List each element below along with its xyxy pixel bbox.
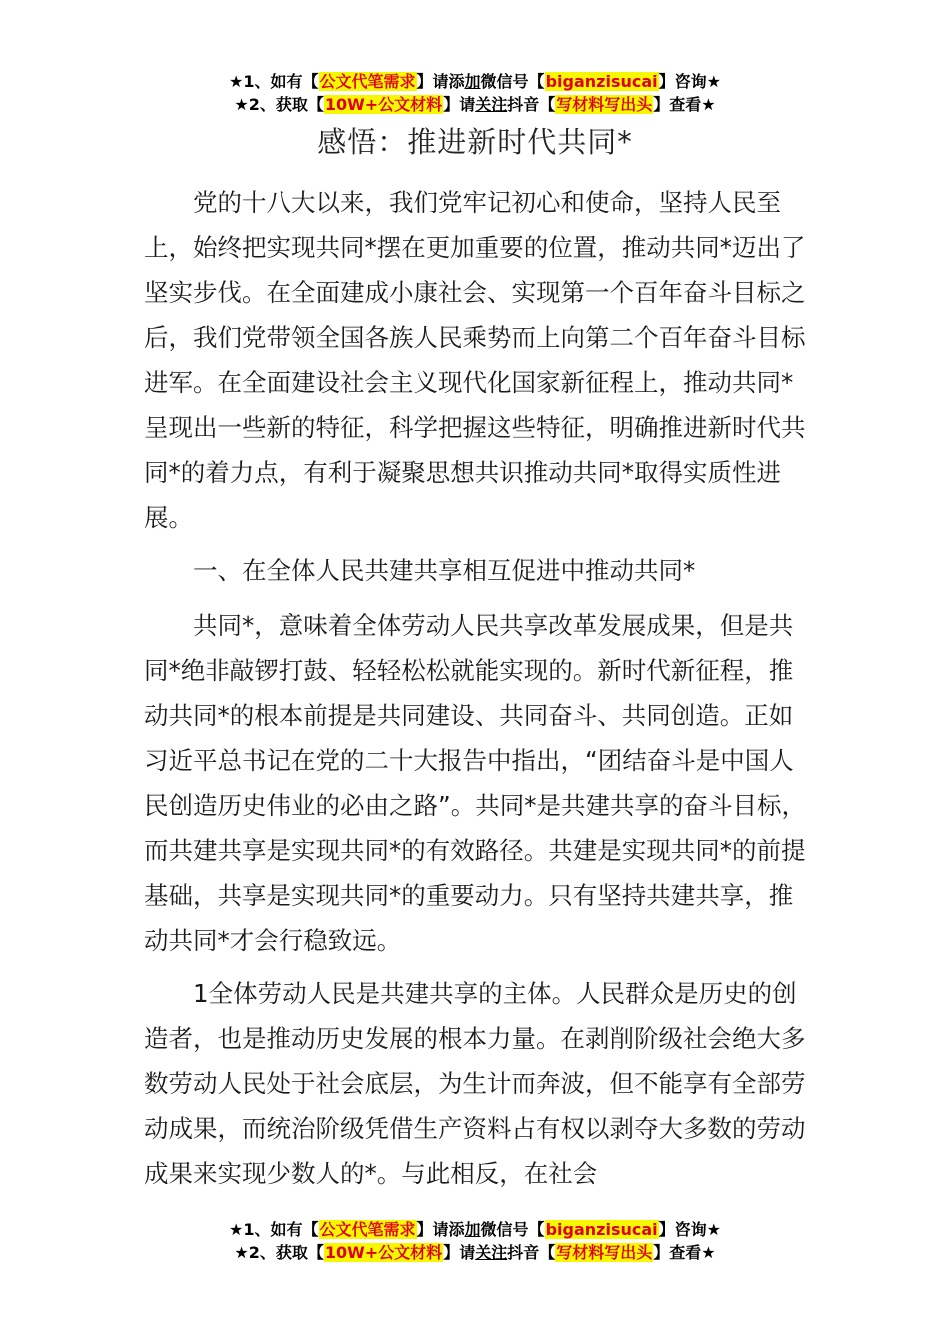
banner-text: 】请 — [443, 1243, 476, 1262]
wechat-id-highlight: biganzisucai — [545, 72, 658, 91]
banner-text: ★1、如有【 — [229, 1220, 319, 1239]
douyin-id-highlight: 写材料写出头 — [556, 95, 653, 114]
banner-text: 】请添 — [416, 1220, 465, 1239]
banner-text: 】请添 — [416, 72, 465, 91]
banner-text: 】查看★ — [653, 95, 716, 114]
banner-text: ★2、获取【 — [234, 95, 324, 114]
banner-text: 】咨询★ — [658, 72, 721, 91]
highlight-text: 10W+公文材料 — [324, 1243, 443, 1262]
banner-text: 微信号【 — [480, 72, 545, 91]
highlight-text: 10W+公文材料 — [324, 95, 443, 114]
header-banner — [0, 70, 950, 116]
paragraph: 共同*，意味着全体劳动人民共享改革发展成果，但是共同*绝非敲锣打鼓、轻轻松松就能实现的。新时代新征程，推动共同*的根本前提是共同建设、共同奋斗、共同创造。正如习近平总书记在党的二十大报告中指出，“团结奋斗是中国人民创造历史伟业的必由之路”。共同*是共建共享的奋斗目标，而共建共享是实现共同*的有效路径。共建是实现共同*的前提基础，共享是实现共同*的重要动力。只有坚持共建共享，推动共同*才会行稳致远。 — [144, 611, 806, 955]
banner-line-2 — [0, 93, 950, 116]
document-title: 感悟：推进新时代共同* — [317, 125, 633, 159]
underlined-text: 关注 — [475, 95, 508, 114]
underlined-text: 关注 — [475, 1243, 508, 1262]
banner-line-1 — [0, 70, 950, 93]
douyin-id-highlight: 写材料写出头 — [556, 1243, 653, 1262]
underlined-text: 加 — [464, 1220, 481, 1239]
highlight-text: 公文代笔需求 — [319, 1220, 416, 1239]
banner-text: 抖音【 — [507, 1243, 556, 1262]
paragraph: 1全体劳动人民是共建共享的主体。人民群众是历史的创造者，也是推动历史发展的根本力量。在剥削阶级社会绝大多数劳动人民处于社会底层，为生计而奔波，但不能享有全部劳动成果，而统治阶级凭借生产资料占有权以剥夺大多数的劳动成果来实现少数人的*。与此相反，在社会 — [144, 979, 806, 1188]
banner-text: 】请 — [443, 95, 476, 114]
document-body — [144, 180, 812, 1204]
banner-text: 抖音【 — [507, 95, 556, 114]
banner-text: 】查看★ — [653, 1243, 716, 1262]
wechat-id-highlight: biganzisucai — [545, 1220, 658, 1239]
banner-text: 】咨询★ — [658, 1220, 721, 1239]
underlined-text: 加 — [464, 72, 481, 91]
banner-text: ★2、获取【 — [234, 1243, 324, 1262]
footer-banner — [0, 1218, 950, 1264]
banner-line-1 — [0, 1218, 950, 1241]
highlight-text: 公文代笔需求 — [319, 72, 416, 91]
paragraph: 党的十八大以来，我们党牢记初心和使命，坚持人民至上，始终把实现共同*摆在更加重要的位置，推动共同*迈出了坚实步伐。在全面建成小康社会、实现第一个百年奋斗目标之后，我们党带领全国各族人民乘势而上向第二个百年奋斗目标进军。在全面建设社会主义现代化国家新征程上，推动共同*呈现出一些新的特征，科学把握这些特征，明确推进新时代共同*的着力点，有利于凝聚思想共识推动共同*取得实质性进展。 — [144, 188, 806, 532]
banner-text: 微信号【 — [480, 1220, 545, 1239]
section-heading: 一、在全体人民共建共享相互促进中推动共同* — [193, 556, 696, 585]
banner-text: ★1、如有【 — [229, 72, 319, 91]
banner-line-2 — [0, 1241, 950, 1264]
